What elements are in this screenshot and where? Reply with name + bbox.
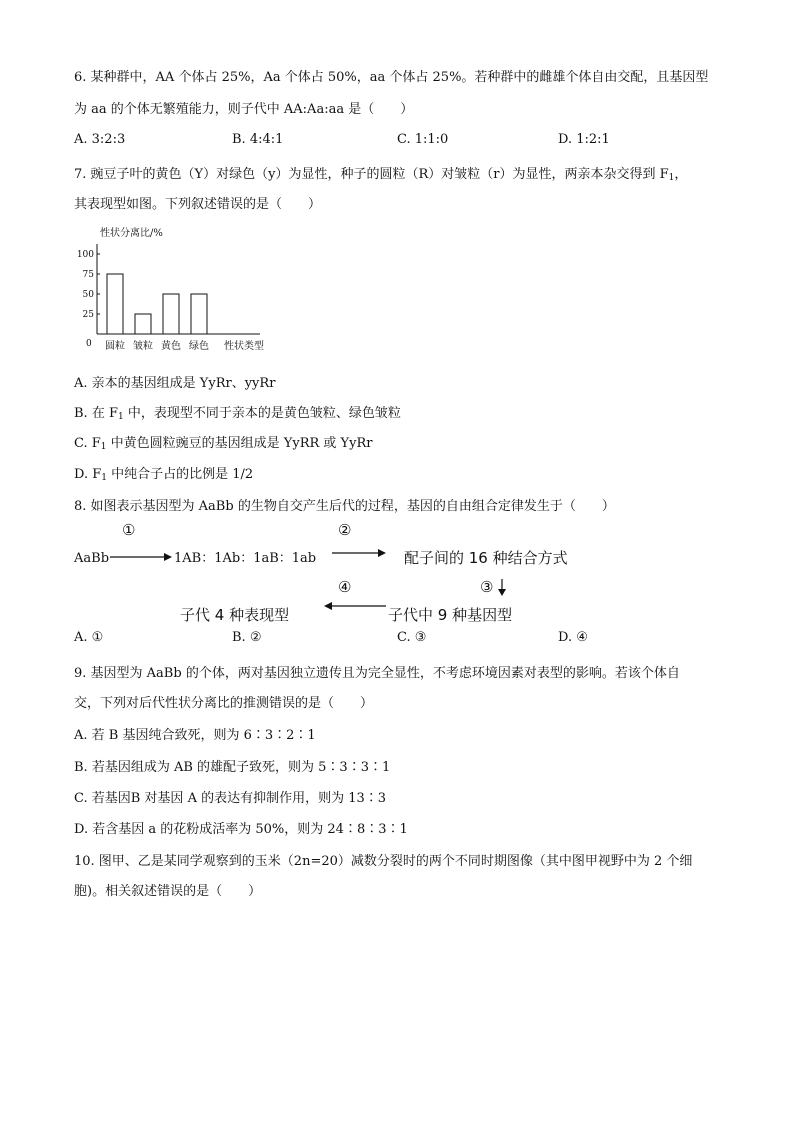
- chart-xlabel: 性状类型: [224, 341, 264, 352]
- chart-category-label: 皱粒: [133, 341, 153, 352]
- q7-option-c[interactable]: C. $F_1$ 中黄色圆粒豌豆的基因组成是 YyRR 或 YyRr: [74, 436, 373, 452]
- meiosis-flow-diagram: [70, 515, 610, 630]
- q9-option-b[interactable]: B. 若基因组成为 AB 的雄配子致死，则为 5∶3∶3∶1: [74, 760, 391, 775]
- q6-stem-line2: 为 aa 的个体无繁殖能力，则子代中 AA:Aa:aa 是（ ）: [74, 102, 414, 117]
- q10-stem-line2: 胞)。相关叙述错误的是（ ）: [74, 884, 262, 899]
- q9-stem-line1: 9. 基因型为 AaBb 的个体，两对基因独立遗传且为完全显性，不考虑环境因素对表型的影响。若该个体自: [74, 666, 680, 681]
- chart-ytick-label: 75: [82, 270, 94, 280]
- chart-bar-3: [191, 294, 207, 334]
- q7-option-b[interactable]: B. 在 $F_1$ 中，表现型不同于亲本的是黄色皱粒、绿色皱粒: [74, 406, 401, 422]
- chart-category-label: 绿色: [189, 341, 209, 352]
- q6-option-a[interactable]: A. 3:2:3: [74, 132, 126, 147]
- flow-step2-label: ②: [338, 521, 352, 539]
- chart-category-label: 黄色: [161, 341, 181, 352]
- q9-option-a[interactable]: A. 若 B 基因纯合致死，则为 6∶3∶2∶1: [74, 728, 316, 743]
- q6-option-c[interactable]: C. 1:1:0: [397, 132, 449, 147]
- chart-bar-1: [135, 314, 151, 334]
- q9-option-c[interactable]: C. 若基因B 对基因 A 的表达有抑制作用，则为 13∶3: [74, 791, 387, 806]
- q7-option-a[interactable]: A. 亲本的基因组成是 YyRr、yyRr: [74, 376, 276, 391]
- q8-option-d[interactable]: D. ④: [558, 630, 588, 645]
- q8-option-b[interactable]: B. ②: [232, 630, 262, 645]
- flow-gametes: 1AB：1Ab：1aB：1ab: [174, 551, 317, 566]
- flow-genotypes: 子代中 9 种基因型: [388, 606, 513, 624]
- flow-start-genotype: AaBb: [74, 551, 110, 566]
- q6-option-d[interactable]: D. 1:2:1: [558, 132, 610, 147]
- chart-origin-label: 0: [86, 339, 92, 349]
- chart-ylabel: 性状分离比/%: [100, 228, 163, 239]
- phenotype-ratio-bar-chart: [70, 222, 280, 358]
- flow-phenotypes: 子代 4 种表现型: [180, 606, 290, 624]
- q6-option-b[interactable]: B. 4:4:1: [232, 132, 284, 147]
- q9-stem-line2: 交，下列对后代性状分离比的推测错误的是（ ）: [74, 696, 374, 711]
- q7-option-d[interactable]: D. $F_1$ 中纯合子占的比例是 1/2: [74, 467, 254, 483]
- q10-stem-line1: 10. 图甲、乙是某同学观察到的玉米（2n=20）减数分裂时的两个不同时期图像（其中图甲视野中为 2 个细: [74, 854, 693, 869]
- chart-bar-2: [163, 294, 179, 334]
- chart-ytick-label: 25: [82, 310, 94, 320]
- flow-step3-label: ③: [480, 578, 494, 596]
- chart-category-label: 圆粒: [105, 341, 125, 352]
- flow-gamete-combinations: 配子间的 16 种结合方式: [404, 549, 568, 567]
- q8-option-c[interactable]: C. ③: [397, 630, 427, 645]
- chart-ytick-label: 100: [76, 250, 94, 260]
- q7-stem-line2: 其表现型如图。下列叙述错误的是（ ）: [74, 197, 322, 212]
- chart-bar-0: [107, 274, 123, 334]
- q8-option-a[interactable]: A. ①: [74, 630, 104, 645]
- q6-stem-line1: 6. 某种群中，AA 个体占 25%，Aa 个体占 50%，aa 个体占 25%。若种群中的雌雄个体自由交配，且基因型: [74, 70, 709, 85]
- chart-ytick-label: 50: [82, 290, 94, 300]
- q8-stem-line1: 8. 如图表示基因型为 AaBb 的生物自交产生后代的过程，基因的自由组合定律发生于（ ）: [74, 499, 615, 514]
- q9-option-d[interactable]: D. 若含基因 a 的花粉成活率为 50%，则为 24∶8∶3∶1: [74, 822, 408, 837]
- flow-step4-label: ④: [338, 578, 352, 596]
- flow-step1-label: ①: [122, 521, 136, 539]
- q7-stem-line1: 7. 豌豆子叶的黄色（Y）对绿色（y）为显性，种子的圆粒（R）对皱粒（r）为显性，两亲本杂交得到 $F_1$，: [74, 167, 688, 183]
